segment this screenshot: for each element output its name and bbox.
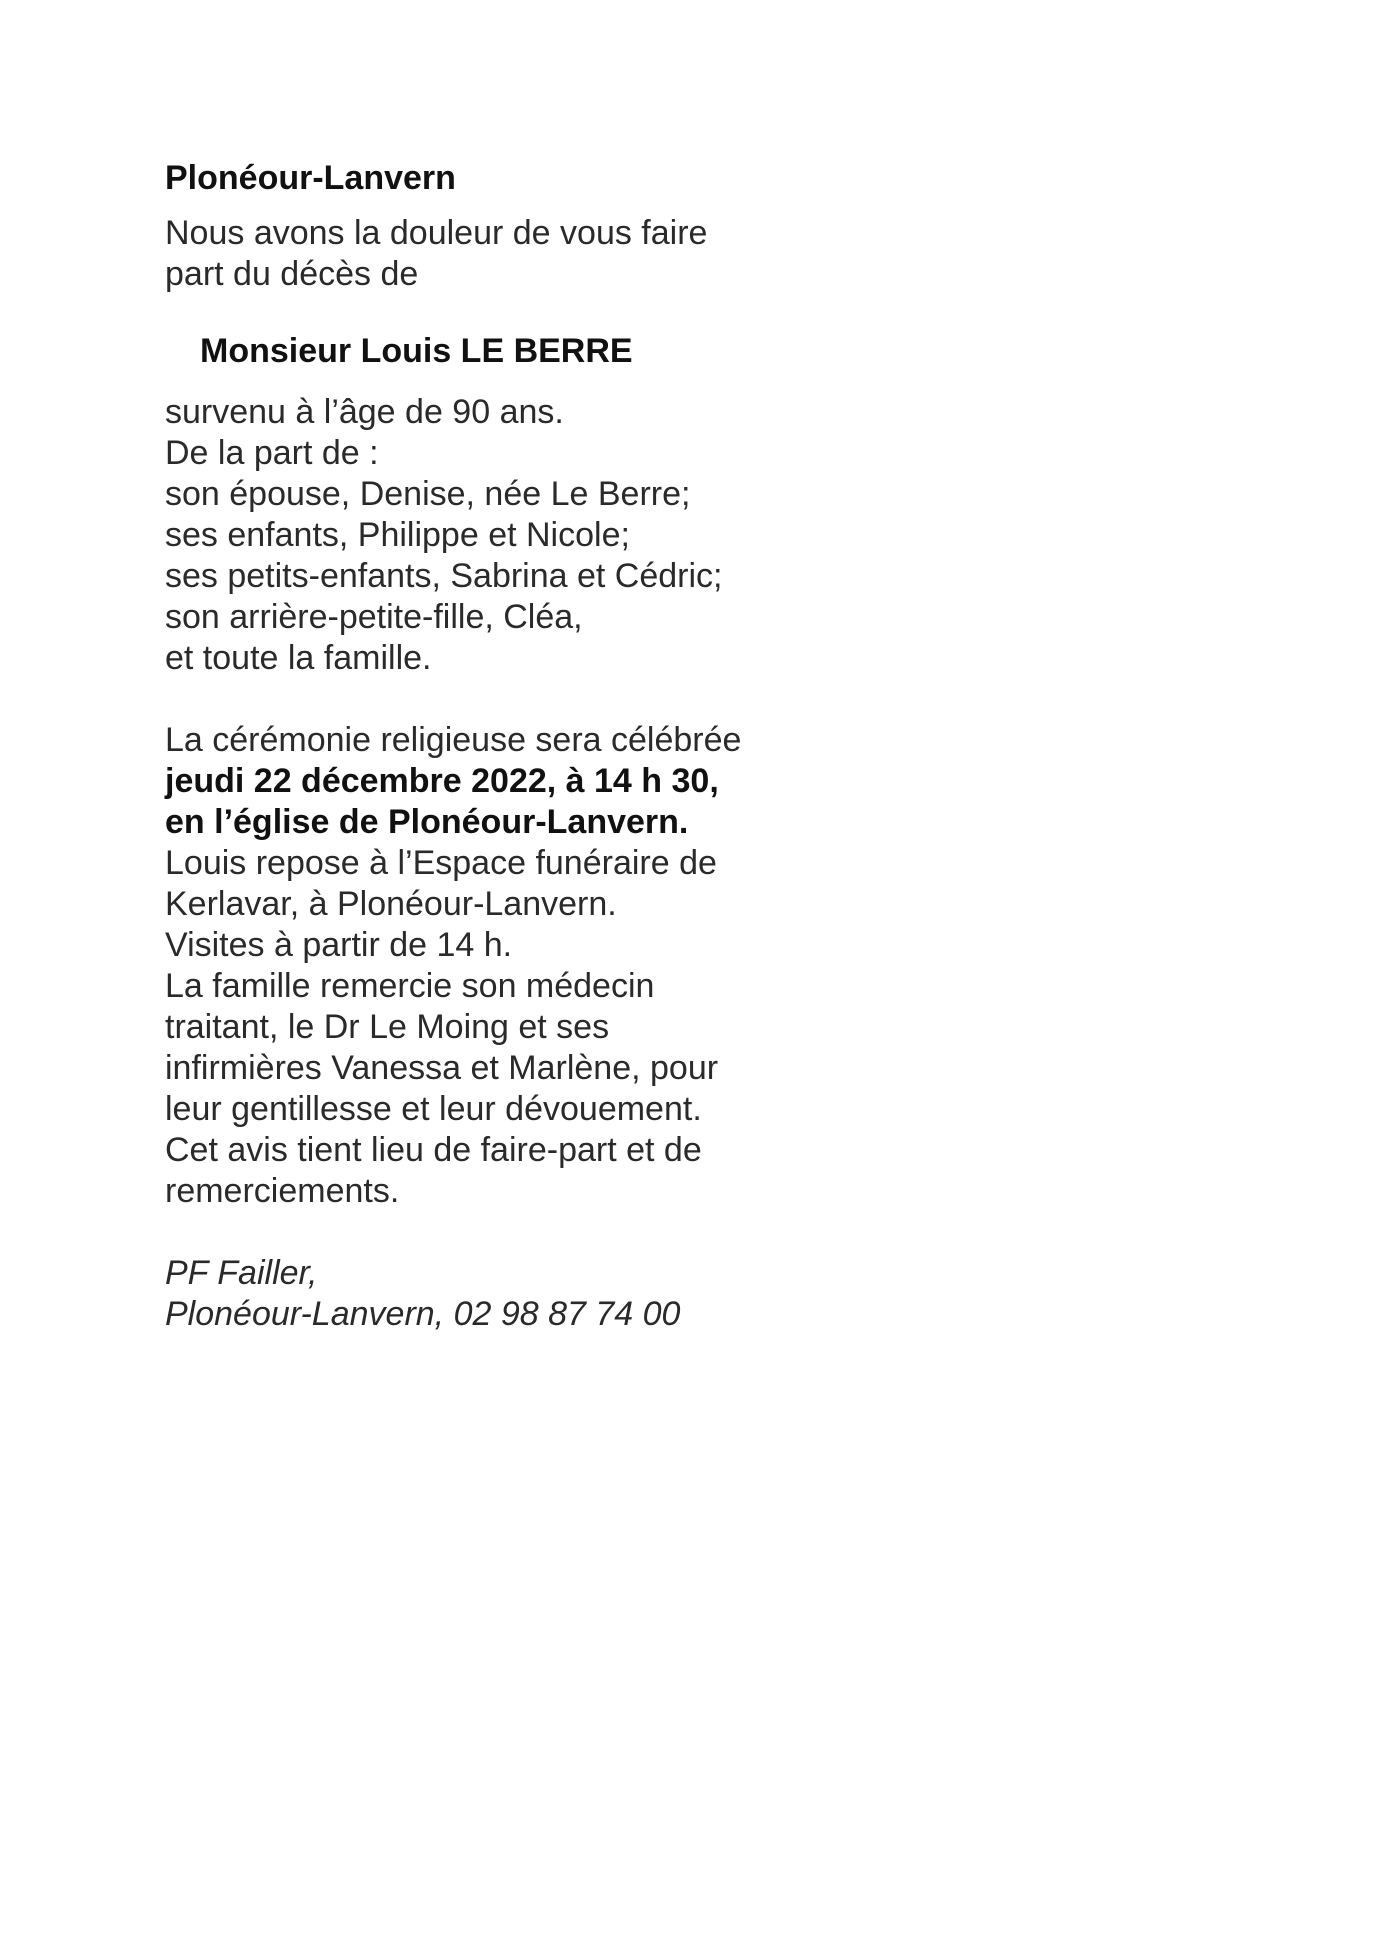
details-line: Visites à partir de 14 h. xyxy=(165,926,513,964)
details-line: remerciements. xyxy=(165,1172,400,1210)
signature-line: PF Failler, xyxy=(165,1254,318,1292)
obituary-notice xyxy=(165,158,925,1335)
family-paragraph xyxy=(165,392,925,679)
intro-paragraph xyxy=(165,213,925,295)
ceremony-place: en l’église de Plonéour-Lanvern. xyxy=(165,803,689,841)
family-line: ses petits-enfants, Sabrina et Cédric; xyxy=(165,557,723,595)
intro-line: part du décès de xyxy=(165,255,419,293)
details-line: leur gentillesse et leur dévouement. xyxy=(165,1090,702,1128)
details-line: Cet avis tient lieu de faire-part et de xyxy=(165,1131,702,1169)
details-line: infirmières Vanessa et Marlène, pour xyxy=(165,1049,719,1087)
spacer xyxy=(165,679,925,720)
ceremony-paragraph xyxy=(165,720,925,1212)
funeral-home-signature xyxy=(165,1253,925,1335)
intro-line: Nous avons la douleur de vous faire xyxy=(165,214,708,252)
family-line: son arrière-petite-fille, Cléa, xyxy=(165,598,583,636)
location-heading: Plonéour-Lanvern xyxy=(165,159,456,197)
ceremony-date: jeudi 22 décembre 2022, à 14 h 30, xyxy=(165,762,719,800)
family-line: et toute la famille. xyxy=(165,639,432,677)
ceremony-intro: La cérémonie religieuse sera célébrée xyxy=(165,721,742,759)
signature-line: Plonéour-Lanvern, 02 98 87 74 00 xyxy=(165,1295,681,1333)
details-line: Kerlavar, à Plonéour-Lanvern. xyxy=(165,885,617,923)
details-line: Louis repose à l’Espace funéraire de xyxy=(165,844,717,882)
family-line: son épouse, Denise, née Le Berre; xyxy=(165,475,691,513)
details-line: La famille remercie son médecin xyxy=(165,967,655,1005)
details-line: traitant, le Dr Le Moing et ses xyxy=(165,1008,610,1046)
family-line: ses enfants, Philippe et Nicole; xyxy=(165,516,630,554)
deceased-name: Monsieur Louis LE BERRE xyxy=(200,332,633,370)
family-line: De la part de : xyxy=(165,434,379,472)
family-line: survenu à l’âge de 90 ans. xyxy=(165,393,564,431)
